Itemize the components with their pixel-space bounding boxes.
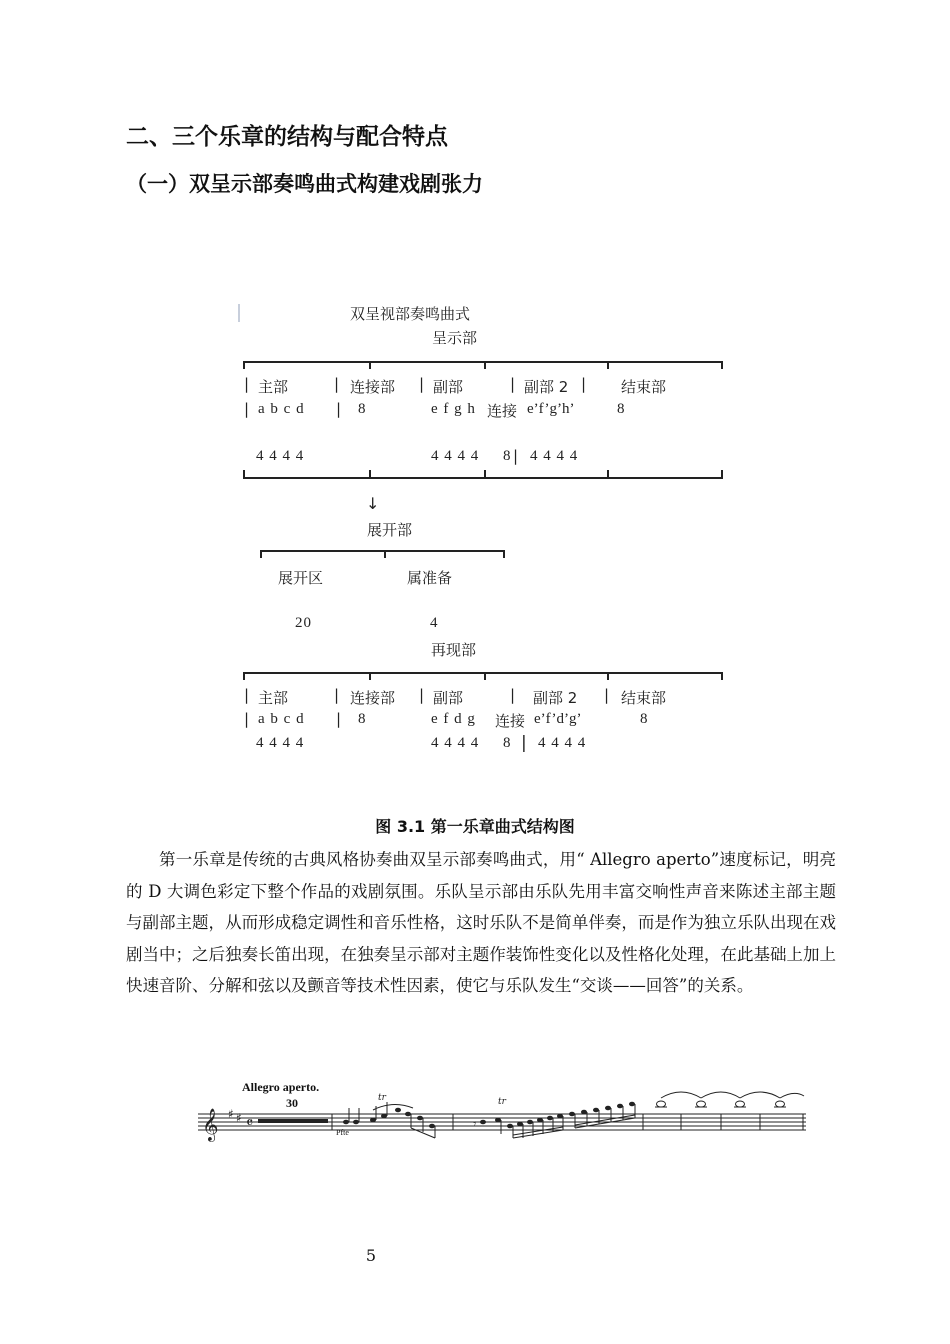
bracket-tick — [243, 361, 245, 369]
recap-secondary-letters: e f d g — [431, 711, 476, 727]
bracket-tick — [369, 672, 371, 680]
svg-text:𝄞: 𝄞 — [202, 1108, 219, 1141]
bracket-line — [243, 361, 723, 363]
bracket-tick — [384, 550, 386, 558]
bracket-tick — [484, 470, 486, 478]
expo-closing-bars: 8 — [617, 401, 626, 417]
bracket-tick — [503, 550, 505, 558]
dominant-prep-label: 属准备 — [407, 569, 453, 587]
dynamic-marking: Pfte — [336, 1128, 349, 1137]
dev-area-bars: 20 — [295, 615, 312, 631]
bracket-tick — [721, 361, 723, 369]
recapitulation-label: 再现部 — [431, 641, 477, 659]
bracket-tick — [607, 361, 609, 369]
expo-transition-section: 连接部 — [350, 378, 396, 396]
bracket-tick — [369, 470, 371, 478]
exposition-label: 呈示部 — [432, 329, 478, 347]
bracket-tick — [607, 672, 609, 680]
recap-main-section: 主部 — [258, 689, 289, 707]
expo-secondary-section: 副部 — [433, 378, 464, 396]
expo-main-letters: a b c d — [258, 401, 305, 417]
recap-main-letters: a b c d — [258, 711, 305, 727]
svg-text:tr: tr — [498, 1097, 506, 1107]
tempo-marking: Allegro aperto. — [242, 1080, 320, 1094]
divider: | — [336, 400, 342, 418]
svg-text:tr: tr — [378, 1093, 386, 1103]
divider: | — [336, 710, 342, 728]
divider: | — [244, 710, 250, 728]
down-arrow-icon: ↓ — [366, 494, 380, 513]
bracket-tick — [243, 672, 245, 680]
recap-closing-bars: 8 — [640, 711, 649, 727]
svg-text:𝄴: 𝄴 — [246, 1113, 254, 1132]
expo-link-label: 连接 — [487, 402, 518, 420]
expo-main-section: 主部 — [258, 378, 289, 396]
divider: | — [521, 733, 527, 753]
bracket-tick — [607, 470, 609, 478]
dev-area-label: 展开区 — [278, 569, 324, 587]
development-label: 展开部 — [367, 521, 413, 539]
expo-secondary-letters: e f g h — [431, 401, 476, 417]
bracket-line — [243, 477, 723, 479]
recap-link-bars: 8 — [503, 735, 512, 751]
divider: | — [510, 686, 516, 704]
dominant-prep-bars: 4 — [430, 615, 439, 631]
body-paragraph: 第一乐章是传统的古典风格协奏曲双呈示部奏鸣曲式，用“ Allegro aperto”速度标记，明亮的 D 大调色彩定下整个作品的戏剧氛围。乐队呈示部由乐队先用丰富交响性声音来陈述主部主题与副部主题，从而形成稳定调性和音乐性格，这时乐队不是简单伴奏，而是作为独立乐队出现在戏剧当中；之后独奏长笛出现，在独奏呈示部对主题作装饰性变化以及性格化处理，在此基础上加上快速音阶、分解和弦以及颤音等技术性因素，使它与乐队发生“交谈——回答”的关系。 — [126, 850, 836, 995]
recap-secondary-phrases: 4 4 4 4 — [431, 735, 480, 751]
expo-transition-bars: 8 — [358, 401, 367, 417]
recap-transition-bars: 8 — [358, 711, 367, 727]
bracket-tick — [484, 672, 486, 680]
svg-text:♯: ♯ — [236, 1111, 242, 1125]
recap-transition-section: 连接部 — [350, 689, 396, 707]
section-heading: 二、三个乐章的结构与配合特点 — [126, 124, 448, 150]
divider: | — [581, 375, 587, 393]
svg-text:𝄾: 𝄾 — [473, 1117, 477, 1132]
subsection-heading: （一）双呈示部奏鸣曲式构建戏剧张力 — [126, 172, 483, 196]
divider: | — [334, 686, 340, 704]
divider: | — [510, 375, 516, 393]
recap-link-label: 连接 — [495, 712, 526, 730]
bracket-tick — [243, 470, 245, 478]
recap-secondary2-section: 副部 2 — [533, 689, 578, 707]
divider: | — [244, 375, 250, 393]
expo-link-bars: 8 — [503, 448, 512, 464]
svg-text:♯: ♯ — [228, 1107, 234, 1121]
divider: | — [244, 400, 250, 418]
expo-closing-section: 结束部 — [621, 378, 667, 396]
bracket-tick — [260, 550, 262, 558]
score-excerpt — [198, 1078, 810, 1144]
divider: | — [419, 375, 425, 393]
divider: | — [334, 375, 340, 393]
divider: | — [419, 686, 425, 704]
diagram-title: 双呈视部奏鸣曲式 — [350, 305, 471, 323]
diagram-mark — [238, 304, 240, 322]
divider: | — [244, 686, 250, 704]
recap-closing-section: 结束部 — [621, 689, 667, 707]
bracket-tick — [369, 361, 371, 369]
bracket-tick — [721, 672, 723, 680]
recap-secondary2-phrases: 4 4 4 4 — [538, 735, 587, 751]
divider: | — [604, 686, 610, 704]
multi-rest-count: 30 — [286, 1096, 298, 1110]
bracket-tick — [484, 361, 486, 369]
expo-secondary2-phrases: 4 4 4 4 — [530, 448, 579, 464]
bracket-line — [243, 672, 723, 674]
page-number: 5 — [365, 1246, 377, 1265]
recap-secondary-section: 副部 — [433, 689, 464, 707]
expo-secondary2-section: 副部 2 — [524, 378, 569, 396]
expo-secondary-phrases: 4 4 4 4 — [431, 448, 480, 464]
expo-main-phrases: 4 4 4 4 — [256, 448, 305, 464]
recap-main-phrases: 4 4 4 4 — [256, 735, 305, 751]
bracket-line — [260, 550, 505, 552]
recap-secondary2-letters: e’f’d’g’ — [534, 711, 582, 727]
expo-secondary2-letters: e’f’g’h’ — [527, 401, 575, 417]
bracket-tick — [721, 470, 723, 478]
figure-caption: 图 3.1 第一乐章曲式结构图 — [375, 817, 575, 836]
divider: | — [513, 447, 519, 465]
